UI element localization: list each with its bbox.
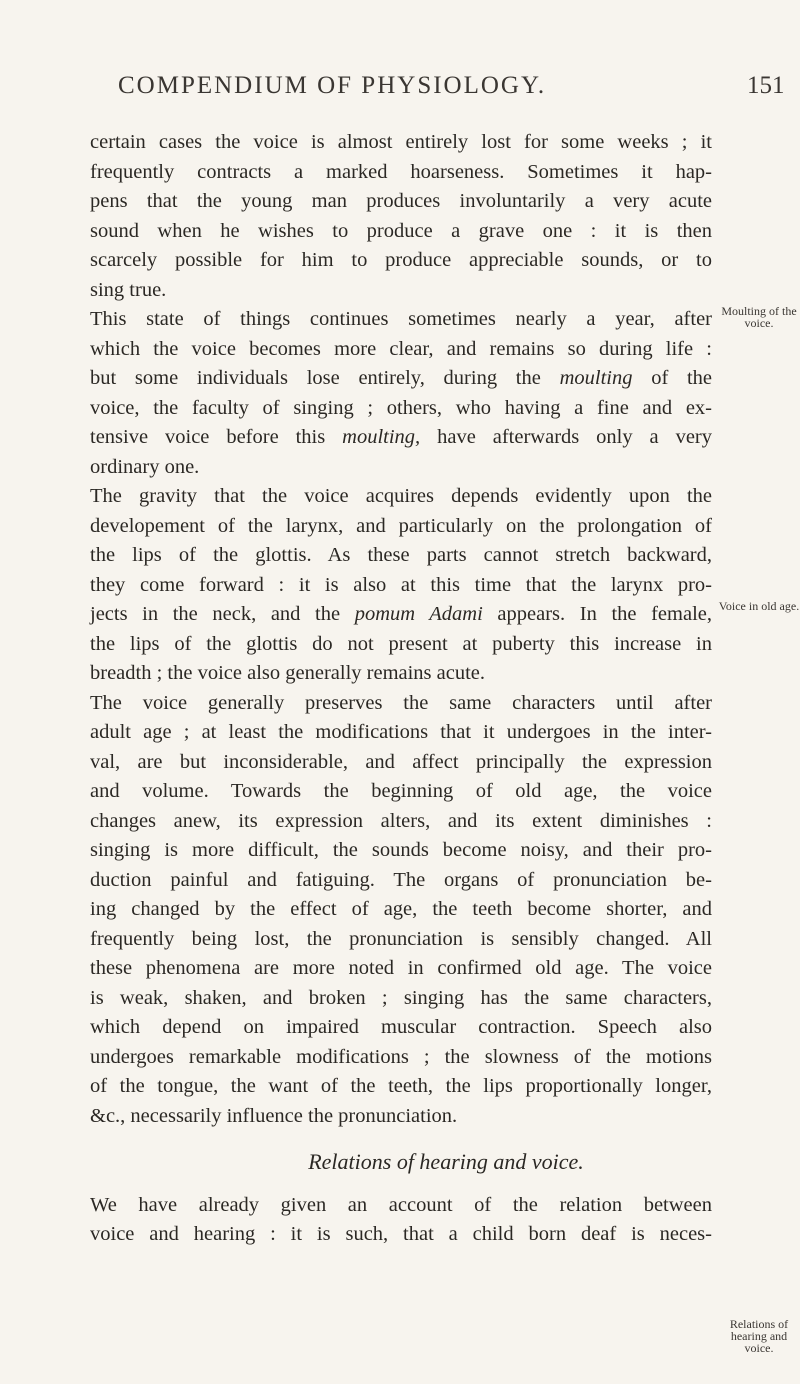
text-segment: jects in the neck, and the	[90, 603, 341, 625]
text-line: voice and hearing : it is such, that a child born deaf is neces-	[90, 1223, 712, 1245]
text-line: frequently contracts a marked hoarseness. Sometimes it hap-	[90, 160, 712, 183]
text-segment: but some individuals lose entirely, during the	[90, 367, 541, 389]
text-line: duction painful and fatiguing. The organs of pronunciation be-	[90, 868, 712, 891]
text-line	[90, 600, 712, 630]
text-line: singing is more difficult, the sounds become noisy, and their pro-	[90, 839, 712, 861]
text-line: pens that the young man produces involuntarily a very acute	[90, 190, 712, 212]
paragraph	[90, 128, 712, 305]
text-line: sing true.	[90, 278, 167, 301]
text-line: certain cases the voice is almost entirely lost for some weeks ; it	[90, 131, 712, 153]
text-line: We have already given an account of the relation between	[90, 1193, 712, 1216]
margin-note-old-age: Voice in old age.	[718, 599, 800, 613]
text-segment: of the	[651, 367, 713, 389]
text-line: the lips of the glottis. As these parts cannot stretch backward,	[90, 544, 712, 566]
text-line: val, are but inconsiderable, and affect principally the expression	[90, 750, 712, 773]
page-number: 151	[747, 72, 785, 99]
text-line: ing changed by the effect of age, the teeth become shorter, and	[90, 898, 712, 920]
paragraph	[90, 1191, 712, 1250]
text-line: The gravity that the voice acquires depends evidently upon the	[90, 485, 712, 507]
text-line: these phenomena are more noted in confirmed old age. The voice	[90, 957, 712, 979]
italic-term: moulting,	[342, 426, 421, 448]
text-line: of the tongue, the want of the teeth, the lips proportionally longer,	[90, 1075, 712, 1097]
text-line: the lips of the glottis do not present at puberty this increase in	[90, 632, 712, 655]
text-line: ordinary one.	[90, 455, 200, 478]
text-line: and volume. Towards the beginning of old age, the voice	[90, 780, 712, 802]
italic-term: pomum Adami	[354, 603, 483, 625]
margin-note-moulting: Moulting of the voice.	[721, 304, 797, 330]
body-text	[90, 128, 712, 1250]
text-line: voice, the faculty of singing ; others, who having a fine and ex-	[90, 396, 712, 419]
text-line: breadth ; the voice also generally remains acute.	[90, 662, 486, 684]
text-line: they come forward : it is also at this time that the larynx pro-	[90, 573, 712, 596]
text-segment: tensive voice before this	[90, 426, 326, 448]
text-line: scarcely possible for him to produce appreciable sounds, or to	[90, 249, 712, 271]
text-line: undergoes remarkable modifications ; the slowness of the motions	[90, 1045, 712, 1068]
text-line: developement of the larynx, and particularly on the prolongation of	[90, 514, 712, 537]
paragraph	[90, 689, 712, 1132]
paragraph	[90, 305, 712, 482]
page-header	[0, 72, 800, 112]
text-line: adult age ; at least the modifications that it undergoes in the inter-	[90, 721, 712, 743]
text-line: which depend on impaired muscular contraction. Speech also	[90, 1016, 712, 1038]
text-line: which the voice becomes more clear, and remains so during life :	[90, 337, 712, 360]
text-line: changes anew, its expression alters, and its extent diminishes :	[90, 809, 712, 832]
text-line: is weak, shaken, and broken ; singing has the same characters,	[90, 986, 712, 1009]
margin-note-relations: Relations of hearing and voice.	[729, 1317, 789, 1355]
text-line: frequently being lost, the pronunciation is sensibly changed. All	[90, 927, 712, 950]
paragraph	[90, 482, 712, 689]
text-line: sound when he wishes to produce a grave one : it is then	[90, 219, 712, 242]
text-segment: have afterwards only a very	[437, 426, 713, 448]
running-title: COMPENDIUM OF PHYSIOLOGY.	[118, 72, 547, 99]
text-line	[90, 423, 712, 453]
text-segment: appears. In the female,	[497, 603, 712, 625]
text-line: &c., necessarily influence the pronunciation.	[90, 1104, 458, 1127]
text-line: This state of things continues sometimes nearly a year, after	[90, 308, 712, 330]
section-heading: Relations of hearing and voice.	[308, 1149, 584, 1174]
italic-term: moulting	[559, 367, 633, 389]
text-line	[90, 364, 712, 394]
text-line: The voice generally preserves the same characters until after	[90, 691, 712, 714]
